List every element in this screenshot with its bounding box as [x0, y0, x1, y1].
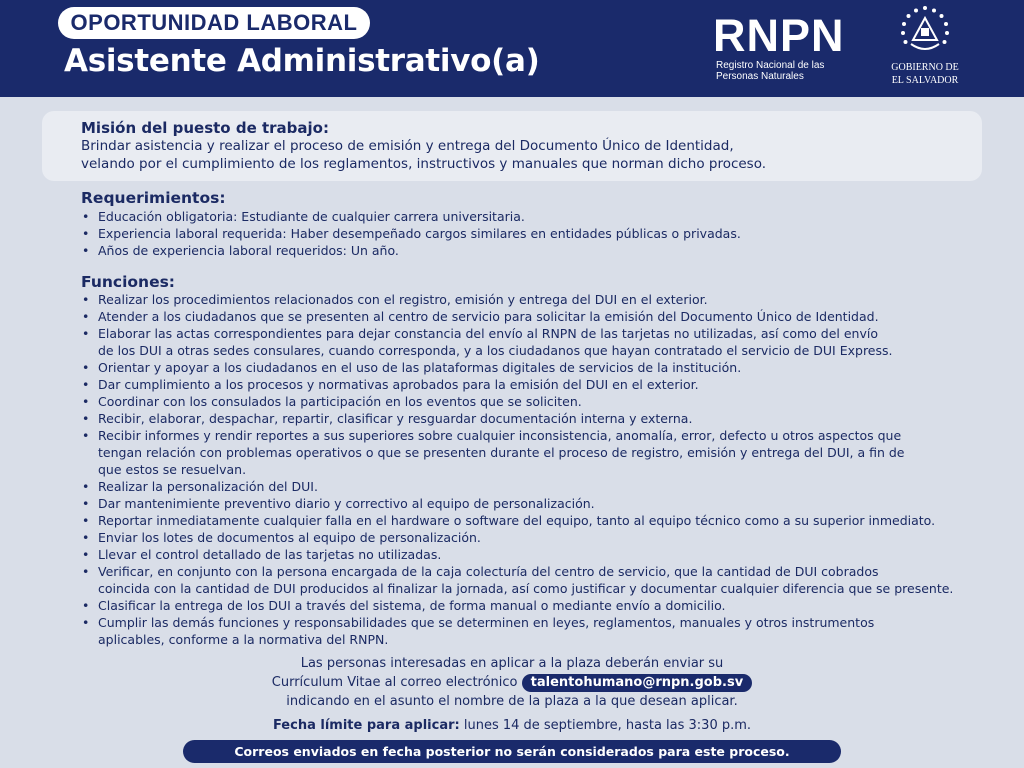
list-item-line: coincida con la cantidad de DUI producidos al finalizar la jornada, así como justificar y documentar cualquier diferencia que se presente. [98, 581, 954, 596]
contact-line-2-text: Currículum Vitae al correo electrónico [271, 675, 518, 690]
mission-line-1: Brindar asistencia y realizar el proceso de emisión y entrega del Documento Único de Identidad, [81, 138, 734, 154]
functions-list [81, 291, 953, 648]
mission-line-2: velando por el cumplimiento de los reglamentos, instructivos y manuales que norman dicho proceso. [81, 156, 767, 172]
header-banner [0, 0, 1024, 97]
contact-line-1: Las personas interesadas en aplicar a la plaza deberán enviar su [300, 656, 724, 671]
requirements-heading: Requerimientos: [81, 189, 226, 207]
mission-heading: Misión del puesto de trabajo: [81, 119, 329, 137]
list-item-line: Clasificar la entrega de los DUI a través del sistema, de forma manual o mediante envío a domicilio. [98, 598, 726, 613]
contact-line-2 [0, 673, 1024, 692]
list-item-line: Cumplir las demás funciones y responsabilidades que se determinen en leyes, reglamentos, manuales y otros instrumentos [98, 615, 875, 630]
list-item [81, 597, 953, 614]
rnpn-logo-word: RNPN [713, 10, 845, 61]
list-item [81, 546, 953, 563]
list-item [81, 308, 953, 325]
list-item-line: de los DUI a otras sedes consulares, cuando corresponda, y a los ciudadanos que hayan contratado el servicio de DUI Express. [98, 343, 893, 358]
list-item-line: Realizar la personalización del DUI. [98, 479, 318, 494]
contact-line-3: indicando en el asunto el nombre de la plaza a la que desean aplicar. [286, 694, 738, 709]
rnpn-subtitle-2: Personas Naturales [716, 71, 804, 82]
list-item [81, 495, 953, 512]
email-address[interactable]: talentohumano@rnpn.gob.sv [522, 674, 753, 692]
deadline-value: lunes 14 de septiembre, hasta las 3:30 p.m. [463, 718, 752, 733]
coat-of-arms-icon [897, 4, 953, 60]
list-item [81, 512, 953, 529]
list-item [81, 393, 953, 410]
list-item [81, 376, 953, 393]
list-item-line: Elaborar las actas correspondientes para dejar constancia del envío al RNPN de las tarjetas no utilizadas, así como del envío [98, 326, 878, 341]
list-item-line: aplicables, conforme a la normativa del RNPN. [98, 632, 389, 647]
list-item [81, 427, 953, 478]
list-item-line: Realizar los procedimientos relacionados con el registro, emisión y entrega del DUI en el exterior. [98, 292, 708, 307]
functions-heading: Funciones: [81, 273, 176, 291]
rnpn-subtitle-1: Registro Nacional de las [716, 60, 825, 71]
list-item-line: tengan relación con problemas operativos o que se presenten durante el proceso de registro, emisión y entrega del DUI, a fin de [98, 445, 905, 460]
list-item: • Educación obligatoria: Estudiante de cualquier carrera universitaria. [81, 208, 741, 225]
list-item-line: Orientar y apoyar a los ciudadanos en el uso de las plataformas digitales de servicios de la institución. [98, 360, 742, 375]
list-item [81, 529, 953, 546]
list-item-line: que estos se resuelvan. [98, 462, 247, 477]
list-item-line: Llevar el control detallado de las tarjetas no utilizadas. [98, 547, 442, 562]
list-item-line: Recibir, elaborar, despachar, repartir, clasificar y resguardar documentación interna y externa. [98, 411, 693, 426]
mission-text [81, 137, 766, 173]
job-title: Asistente Administrativo(a) [64, 43, 540, 79]
footer-notice: Correos enviados en fecha posterior no serán considerados para este proceso. [183, 740, 841, 763]
contact-block [0, 654, 1024, 711]
list-item [81, 291, 953, 308]
list-item-line: Enviar los lotes de documentos al equipo de personalización. [98, 530, 481, 545]
list-item [81, 359, 953, 376]
rnpn-logo [713, 12, 845, 82]
gov-line-1: GOBIERNO DE [891, 62, 959, 73]
list-item: • Años de experiencia laboral requeridos: Un año. [81, 242, 741, 259]
requirements-list [81, 208, 741, 259]
job-opportunity-tag: OPORTUNIDAD LABORAL [58, 7, 370, 39]
list-item-line: Dar cumplimiento a los procesos y normativas aprobados para la emisión del DUI en el exterior. [98, 377, 699, 392]
list-item-line: Dar mantenimiente preventivo diario y correctivo al equipo de personalización. [98, 496, 595, 511]
list-item [81, 614, 953, 648]
list-item-line: Coordinar con los consulados la participación en los eventos que se soliciten. [98, 394, 582, 409]
list-item-line: Verificar, en conjunto con la persona encargada de la caja colecturía del centro de servicio, que la cantidad de DUI cobrados [98, 564, 879, 579]
government-logo [885, 4, 965, 94]
list-item-line: Atender a los ciudadanos que se presenten al centro de servicio para solicitar la emisión del Documento Único de Identidad. [98, 309, 879, 324]
deadline [0, 718, 1024, 733]
deadline-label: Fecha límite para aplicar: [272, 718, 460, 733]
list-item [81, 325, 953, 359]
list-item [81, 410, 953, 427]
list-item: • Experiencia laboral requerida: Haber desempeñado cargos similares en entidades públicas o privadas. [81, 225, 741, 242]
gov-line-2: EL SALVADOR [891, 75, 959, 86]
list-item-line: Reportar inmediatamente cualquier falla en el hardware o software del equipo, tanto al equipo técnico como a su superior inmediato. [98, 513, 936, 528]
list-item-line: Recibir informes y rendir reportes a sus superiores sobre cualquier inconsistencia, anomalía, error, defecto u otros aspectos que [98, 428, 902, 443]
mission-box [42, 111, 982, 181]
list-item [81, 478, 953, 495]
list-item [81, 563, 953, 597]
